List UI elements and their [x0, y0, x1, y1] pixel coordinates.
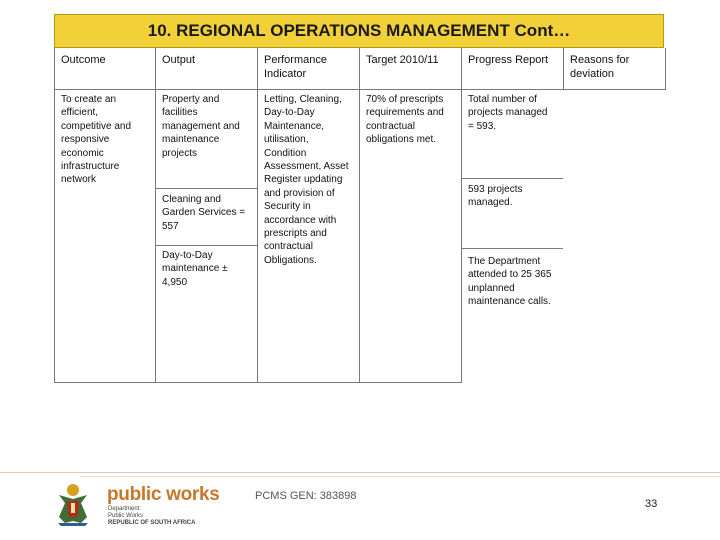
grid-line	[359, 48, 360, 382]
grid-line	[461, 48, 462, 382]
cell-output-1: Property and facilities management and maintenance projects	[162, 94, 240, 159]
grid-line	[665, 48, 666, 90]
grid-line	[155, 245, 257, 246]
cell-progress-2: 593 projects managed.	[468, 184, 523, 209]
cell-performance-indicator: Letting, Cleaning, Day-to-Day Maintenance, utilisation, Condition Assessment, Asset Register updating and provision of Security in accordance with prescripts and contractual Obligations.	[264, 94, 349, 266]
footer-divider	[80, 476, 720, 477]
page-number: 33	[645, 498, 658, 510]
logo-sub-line: REPUBLIC OF SOUTH AFRICA	[108, 520, 196, 526]
grid-line	[155, 188, 257, 189]
header-performance-indicator: Performance Indicator	[264, 54, 327, 80]
header-target: Target 2010/11	[366, 54, 439, 66]
logo-sub-line: Department:	[108, 506, 142, 512]
grid-line	[461, 178, 563, 179]
header-progress-report: Progress Report	[468, 54, 549, 66]
header-output: Output	[162, 54, 196, 66]
grid-line	[54, 382, 462, 383]
cell-progress-1: Total number of projects managed = 593.	[468, 94, 548, 132]
cell-progress-3: The Department attended to 25 365 unplanned maintenance calls.	[468, 256, 552, 308]
document-reference: PCMS GEN: 383898	[255, 490, 357, 502]
grid-line	[155, 48, 156, 382]
header-reasons: Reasons for deviation	[570, 54, 630, 80]
cell-target: 70% of prescripts requirements and contractual obligations met.	[366, 94, 444, 146]
grid-line	[257, 48, 258, 382]
cell-reasons	[563, 90, 665, 96]
slide-title: 10. REGIONAL OPERATIONS MANAGEMENT Cont…	[54, 14, 664, 48]
footer-divider	[0, 472, 720, 473]
grid-line	[563, 48, 564, 90]
cell-outcome: To create an efficient, competitive and responsive economic infrastructure network	[61, 94, 132, 186]
cell-output-2: Cleaning and Garden Services = 557	[162, 194, 246, 232]
grid-line	[54, 89, 666, 90]
grid-line	[54, 48, 55, 382]
header-outcome: Outcome	[61, 54, 106, 66]
logo-subtitle	[108, 506, 195, 527]
logo-title: public works	[107, 484, 220, 505]
logo-sub-line: Public Works	[108, 513, 143, 519]
cell-output-3: Day-to-Day maintenance ± 4,950	[162, 250, 228, 288]
grid-line	[461, 248, 563, 249]
coat-of-arms-icon	[50, 481, 96, 527]
